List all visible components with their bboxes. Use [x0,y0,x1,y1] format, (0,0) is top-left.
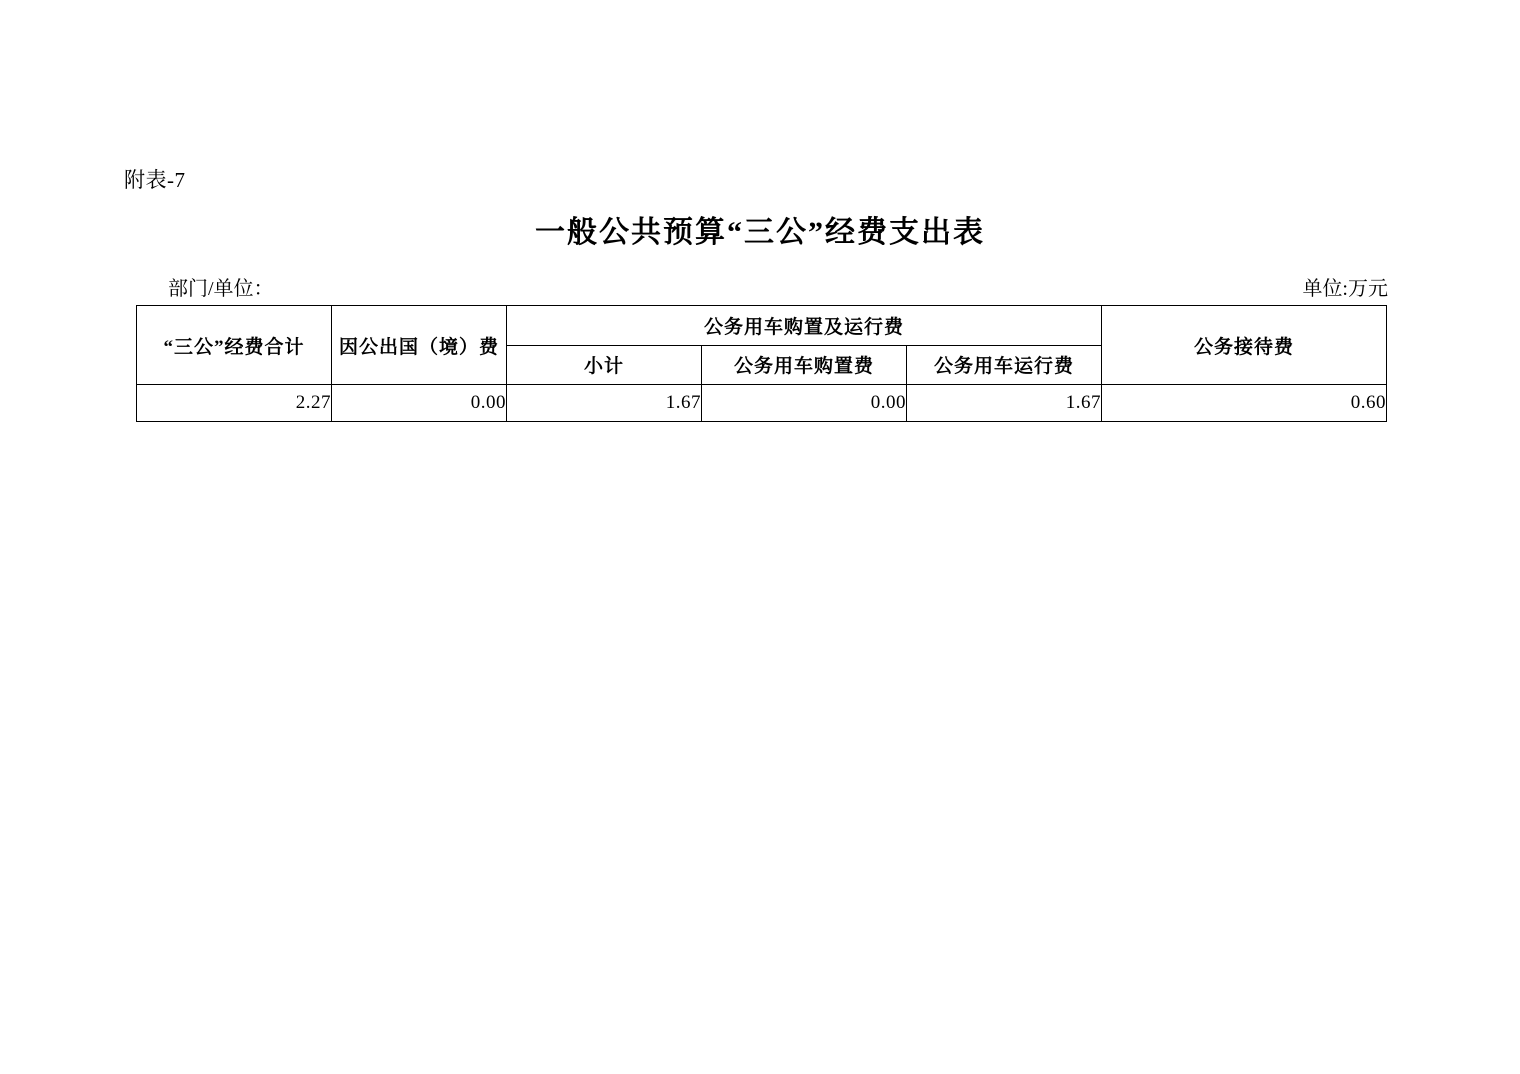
attachment-label: 附表-7 [124,168,186,192]
budget-table [136,305,1387,422]
cell-total: 2.27 [137,385,332,422]
header-vehicle-subtotal: 小计 [507,345,702,385]
table-header [137,306,1387,385]
header-vehicle-group: 公务用车购置及运行费 [507,306,1102,346]
header-vehicle-operation: 公务用车运行费 [907,345,1102,385]
table-row [137,385,1387,422]
meta-row [136,272,1388,300]
header-total: “三公”经费合计 [137,306,332,385]
header-hospitality: 公务接待费 [1102,306,1387,385]
cell-vehicle-subtotal: 1.67 [507,385,702,422]
page-title: 一般公共预算“三公”经费支出表 [535,216,985,249]
department-label: 部门/单位： [168,278,274,300]
unit-label: 单位:万元 [1302,278,1388,300]
table-body [137,385,1387,422]
table-header-row-1 [137,306,1387,346]
cell-vehicle-operation: 1.67 [907,385,1102,422]
cell-vehicle-purchase: 0.00 [702,385,907,422]
header-vehicle-purchase: 公务用车购置费 [702,345,907,385]
cell-abroad: 0.00 [332,385,507,422]
header-abroad: 因公出国（境）费 [332,306,507,385]
cell-hospitality: 0.60 [1102,385,1387,422]
